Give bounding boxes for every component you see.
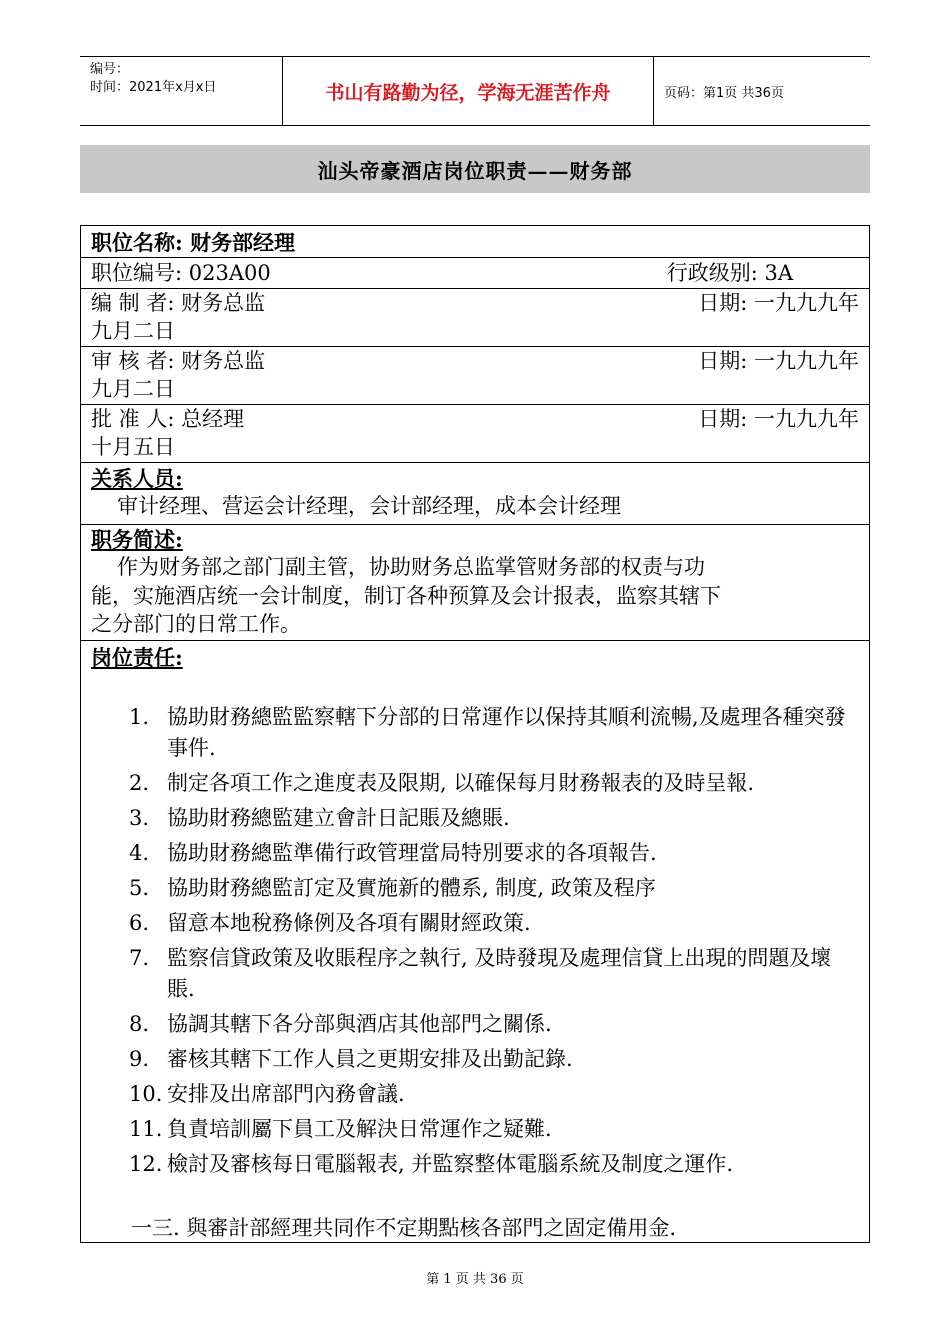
document-title: 汕头帝豪酒店岗位职责——财务部 xyxy=(80,145,870,193)
time-label: 时间：2021年x月x日 xyxy=(90,80,217,95)
row-approved xyxy=(81,404,869,463)
header-meta xyxy=(90,61,216,97)
approved-date-b: 十月五日 xyxy=(91,435,175,459)
duty-item: 9. 審核其轄下工作人員之更期安排及出勤記錄. xyxy=(129,1047,573,1071)
duty-item: 1. 協助財務總監監察轄下分部的日常運作以保持其順利流暢,及處理各種突發事件. xyxy=(129,705,846,760)
relations-heading: 关系人员: xyxy=(91,466,183,491)
position-code: 职位编号: 023A00 xyxy=(91,261,271,285)
row-summary xyxy=(81,524,869,641)
approved-by: 批 准 人: 总经理 xyxy=(91,407,245,431)
summary-line-1: 作为财务部之部门副主管，协助财务总监掌管财务部的权责与功 xyxy=(117,555,705,579)
duty-item: 7. 監察信貸政策及收賬程序之執行, 及時發現及處理信貸上出現的問題及壞賬. xyxy=(129,946,832,1001)
duty-item: 3. 協助財務總監建立會計日記賬及總賬. xyxy=(129,806,510,830)
duty-item: 11. 負責培訓屬下員工及解決日常運作之疑難. xyxy=(129,1117,552,1141)
duty-item: 6. 留意本地稅務條例及各項有關財經政策. xyxy=(129,911,531,935)
duty-item: 4. 協助財務總監準備行政管理當局特別要求的各項報告. xyxy=(129,841,657,865)
summary-heading: 职务简述: xyxy=(91,527,183,552)
duty-item: 5. 協助財務總監訂定及實施新的體系, 制度, 政策及程序 xyxy=(129,876,656,900)
prepared-by: 编 制 者: 财务总监 xyxy=(91,291,266,315)
summary-line-3: 之分部门的日常工作。 xyxy=(91,612,301,636)
duties-heading: 岗位责任: xyxy=(91,645,183,670)
summary-line-2: 能，实施酒店统一会计制度，制订各种预算及会计报表，监察其辖下 xyxy=(91,584,721,608)
duties-list xyxy=(81,702,869,1184)
duty-item: 2. 制定各項工作之進度表及限期, 以確保每月財務報表的及時呈報. xyxy=(129,771,755,795)
duty-item: 12. 檢討及審核每日電腦報表, 并監察整体電腦系統及制度之運作. xyxy=(129,1152,734,1176)
prepared-date-a: 日期: 一九九九年 xyxy=(698,291,859,315)
approved-date-a: 日期: 一九九九年 xyxy=(698,407,859,431)
duty-item: 10. 安排及出席部門內務會議. xyxy=(129,1082,405,1106)
relations-text: 审计经理、营运会计经理，会计部经理，成本会计经理 xyxy=(117,494,621,518)
duty-item-13: 一三. 與審計部經理共同作不定期點核各部門之固定備用金. xyxy=(131,1216,677,1240)
page-info: 页码：第1页 共36页 xyxy=(664,85,784,101)
row-position-code xyxy=(81,257,869,289)
motto: 书山有路勤为径，学海无涯苦作舟 xyxy=(282,57,654,125)
row-relations xyxy=(81,462,869,525)
duties-section xyxy=(81,640,869,1240)
page-footer: 第 1 页 共 36 页 xyxy=(426,1272,524,1287)
number-label: 编号： xyxy=(90,62,130,77)
duty-item: 8. 協調其轄下各分部與酒店其他部門之關係. xyxy=(129,1012,552,1036)
reviewed-by: 审 核 者: 财务总监 xyxy=(91,349,266,373)
page-header xyxy=(80,56,870,126)
job-description-table xyxy=(80,225,870,1243)
reviewed-date-a: 日期: 一九九九年 xyxy=(698,349,859,373)
position-name: 职位名称: 财务部经理 xyxy=(91,230,296,255)
reviewed-date-b: 九月二日 xyxy=(91,377,175,401)
row-prepared xyxy=(81,288,869,347)
row-reviewed xyxy=(81,346,869,405)
admin-grade: 行政级别: 3A xyxy=(666,261,793,285)
row-position-name xyxy=(81,226,869,258)
prepared-date-b: 九月二日 xyxy=(91,319,175,343)
